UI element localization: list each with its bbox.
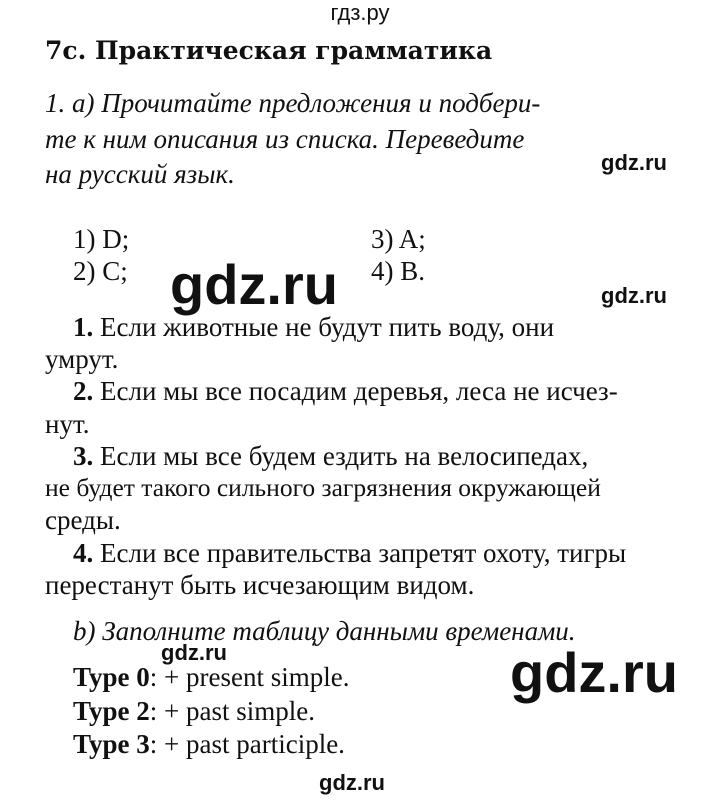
translation-3-line-1 xyxy=(73,441,588,472)
translation-2-line-1 xyxy=(73,376,618,407)
translation-2-text: Если мы все посадим деревья, леса не исчез- xyxy=(100,376,618,406)
type-0-label: Type 0 xyxy=(73,662,150,692)
type-2-line xyxy=(73,696,315,727)
watermark-small-3: gdz.ru xyxy=(161,640,227,665)
translation-1-number: 1. xyxy=(73,312,94,342)
translation-3-line-3: среды. xyxy=(45,505,121,535)
type-2-label: Type 2 xyxy=(73,696,150,726)
answer-4: 4) B. xyxy=(371,256,425,286)
translation-2-line-2: нут. xyxy=(45,409,90,439)
site-header: гдз.ру xyxy=(330,0,390,25)
task-1b-instruction: b) Заполните таблицу данными временами. xyxy=(73,616,576,646)
answer-1: 1) D; xyxy=(73,224,130,254)
translation-3-number: 3. xyxy=(73,441,94,471)
answer-2: 2) C; xyxy=(73,256,128,286)
translation-1-text: Если животные не будут пить воду, они xyxy=(100,312,555,342)
task-1a-line-2: те к ним описания из списка. Переведите xyxy=(45,124,525,154)
translation-4-number: 4. xyxy=(73,538,94,568)
task-1a-line-3: на русский язык. xyxy=(45,159,235,189)
type-0-text: : + present simple. xyxy=(149,662,350,692)
watermark-large-2: gdz.ru xyxy=(510,641,678,704)
task-1a-line-1: 1. a) Прочитайте предложения и подбери- xyxy=(45,88,541,118)
translation-3-text: Если мы все будем ездить на велосипедах, xyxy=(100,441,589,471)
translation-1-line-2: умрут. xyxy=(45,344,119,374)
type-2-text: : + past simple. xyxy=(149,696,315,726)
section-title: 7c. Практическая грамматика xyxy=(45,36,493,65)
type-3-text: : + past participle. xyxy=(149,729,345,759)
translation-4-line-1 xyxy=(73,538,626,569)
translation-4-text: Если все правительства запретят охоту, тигры xyxy=(100,538,627,568)
watermark-small-4: gdz.ru xyxy=(319,770,385,795)
watermark-large-1: gdz.ru xyxy=(170,253,338,316)
watermark-small-2: gdz.ru xyxy=(601,283,667,308)
translation-3-line-2: не будет такого сильного загрязнения окружающей xyxy=(45,473,601,502)
type-0-line xyxy=(73,662,349,693)
translation-4-line-2: перестанут быть исчезающим видом. xyxy=(45,570,475,600)
type-3-label: Type 3 xyxy=(73,729,150,759)
translation-2-number: 2. xyxy=(73,376,94,406)
type-3-line xyxy=(73,729,345,760)
answer-3: 3) A; xyxy=(371,224,426,254)
watermark-small-1: gdz.ru xyxy=(601,150,667,175)
